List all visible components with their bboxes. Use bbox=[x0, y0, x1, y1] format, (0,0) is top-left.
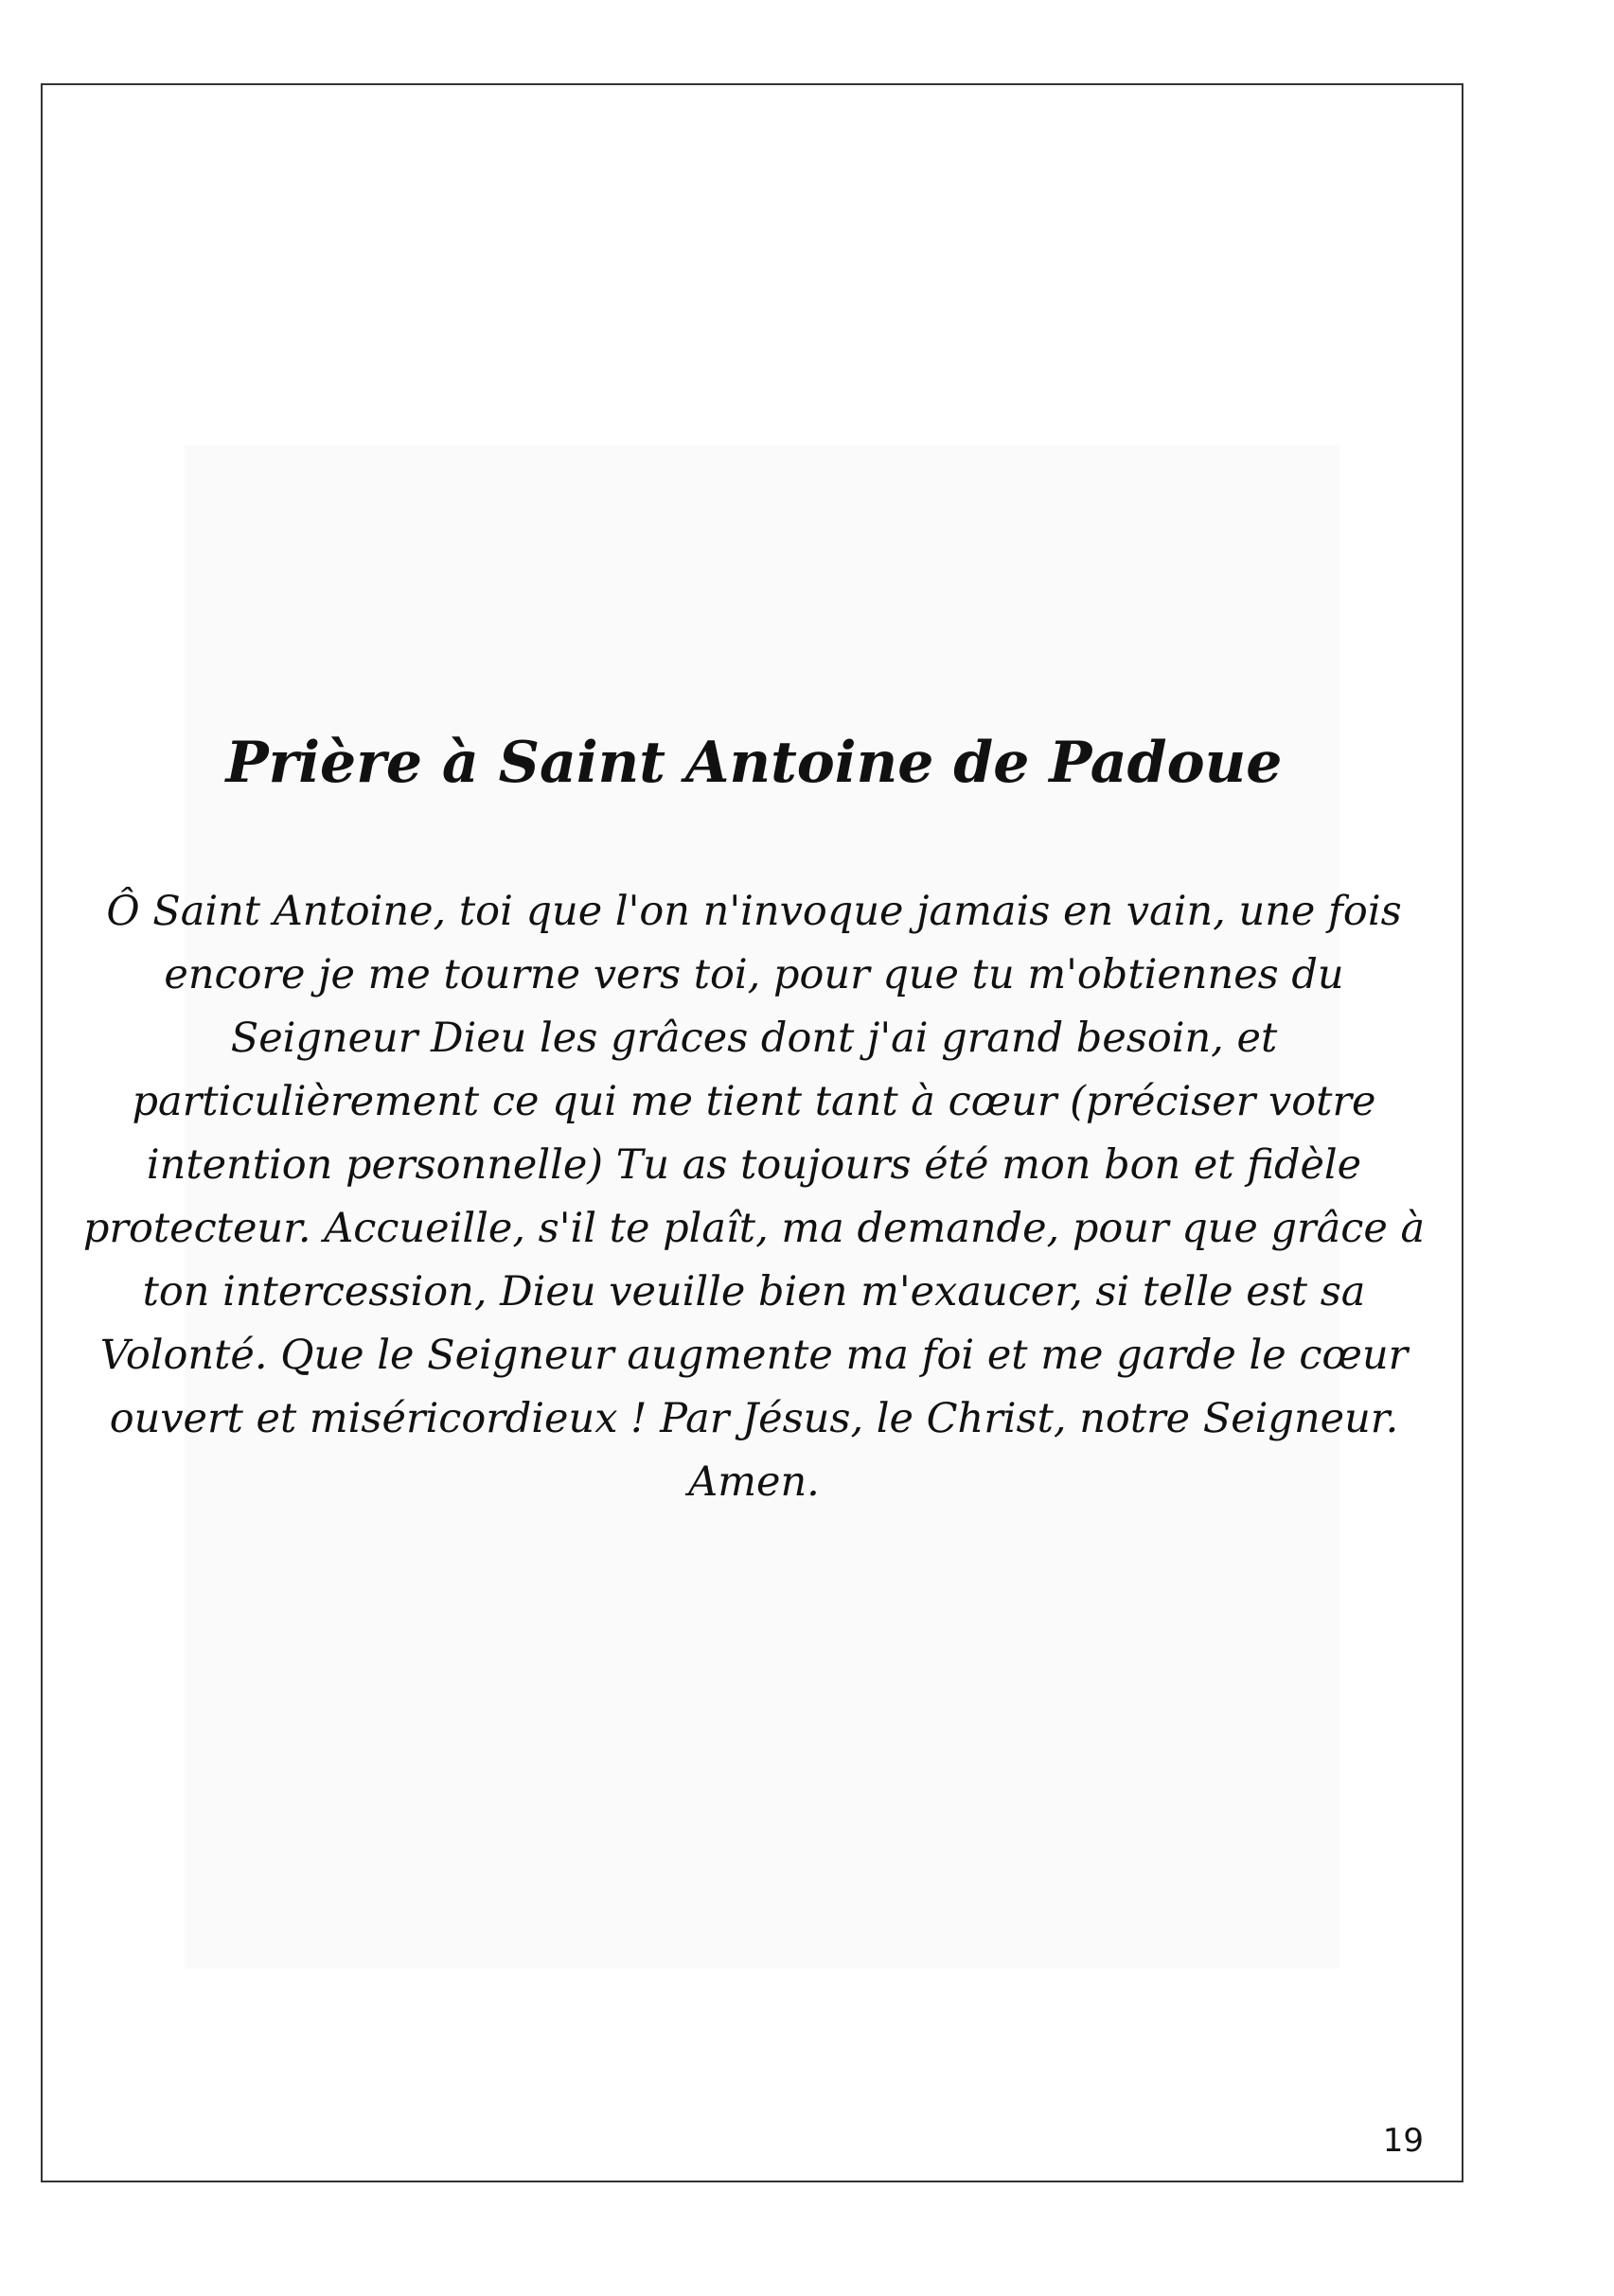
prayer-title: Prière à Saint Antoine de Padoue bbox=[225, 730, 1283, 796]
page-number: 19 bbox=[1382, 2122, 1424, 2160]
prayer-text: Ô Saint Antoine, toi que l'on n'invoque jamais en vain, une fois encore je me tourne vers toi, pour que tu m'obtiennes du Seigneur Dieu les grâces dont j'ai grand besoin, et particulièrement ce qui me tient tant à cœur (préciser votre intention personnelle) Tu as toujours été mon bon et fidèle protecteur. Accueille, s'il te plaît, ma demande, pour que grâce à ton intercession, Dieu veuille bien m'exaucer, si telle est sa Volonté. Que le Seigneur augmente ma foi et me garde le cœur ouvert et miséricordieux ! Par Jésus, le Christ, notre Seigneur. Amen. bbox=[82, 888, 1426, 1506]
page-frame bbox=[41, 83, 1463, 2182]
